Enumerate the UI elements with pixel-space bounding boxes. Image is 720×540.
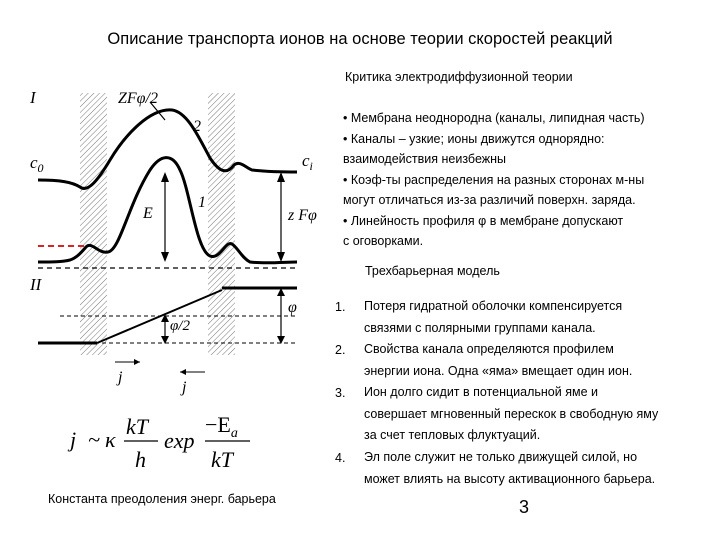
list-item-line: совершает мгновенный перескок в свободную яму — [364, 406, 659, 421]
three-barrier-heading: Трехбарьерная модель — [365, 264, 500, 278]
bullet-line: могут отличаться из-за различий поверхн. заряда. — [343, 193, 636, 207]
svg-text:kT: kT — [211, 447, 233, 472]
label-e: E — [143, 205, 153, 222]
svg-text:h: h — [135, 447, 146, 472]
list-item-line: за счет тепловых флуктуаций. — [364, 428, 541, 442]
bullet-line: с оговорками. — [343, 234, 424, 248]
list-number: 2. — [335, 343, 346, 357]
critique-heading: Критика электродиффузионной теории — [345, 70, 573, 84]
energy-curve-1 — [38, 158, 297, 263]
svg-text:−Ea: $-E_a$ — [205, 412, 238, 441]
bullet-line: • Коэф-ты распределения на разных сторонах м-ны — [343, 172, 645, 187]
bullet-line: • Каналы – узкие; ионы движутся однорядно: — [343, 131, 605, 146]
list-item-line: связями с полярными группами канала. — [364, 320, 596, 335]
label-j-backward: j — [182, 379, 187, 396]
label-zfphi: z Fφ — [288, 207, 317, 224]
formula-caption: Константа преодоления энерг. барьера — [48, 492, 276, 506]
svg-text:exp: exp — [164, 428, 195, 453]
bullet-line: • Мембрана неоднородна (каналы, липидная часть) — [343, 111, 645, 125]
label-section-i: I — [30, 88, 36, 107]
list-item-line: Эл поле служит не только движущей силой, но — [364, 450, 638, 464]
label-j-forward: j — [118, 369, 123, 386]
label-phi2: φ/2 — [170, 318, 190, 334]
label-zfphi2: ZFφ/2 — [118, 90, 158, 107]
list-item-line: энергии иона. Одна «яма» вмещает один ион. — [364, 363, 633, 378]
energy-curve-2 — [38, 110, 297, 189]
label-c0: $c_0$ — [30, 153, 44, 175]
svg-text:κ: κ — [105, 427, 116, 452]
svg-text:kT: kT — [126, 414, 148, 439]
energy-profile-diagram — [0, 0, 330, 485]
bullet-line: взаимодействия неизбежны — [343, 152, 507, 166]
list-item-line: может влиять на высоту активационного барьера. — [364, 471, 656, 486]
label-section-ii: II — [30, 275, 42, 294]
label-curve-2: 2 — [193, 118, 201, 135]
list-item-line: Ион долго сидит в потенциальной яме и — [364, 385, 598, 399]
label-curve-1: 1 — [198, 194, 206, 211]
list-number: 3. — [335, 386, 346, 400]
rate-formula — [67, 412, 250, 472]
svg-text:j: j — [70, 427, 77, 452]
list-item-line: Потеря гидратной оболочки компенсируется — [364, 299, 623, 313]
list-number: 4. — [335, 451, 346, 465]
list-item-line: Свойства канала определяются профилем — [364, 342, 614, 356]
slide-title: Описание транспорта ионов на основе теории скоростей реакций — [107, 30, 613, 48]
label-ci: $c_i$ — [302, 151, 313, 173]
list-number: 1. — [335, 300, 346, 314]
svg-text:~: ~ — [88, 427, 100, 452]
label-phi: φ — [288, 299, 297, 316]
bullet-line: • Линейность профиля φ в мембране допускают — [343, 213, 624, 228]
page-number: 3 — [519, 497, 530, 517]
